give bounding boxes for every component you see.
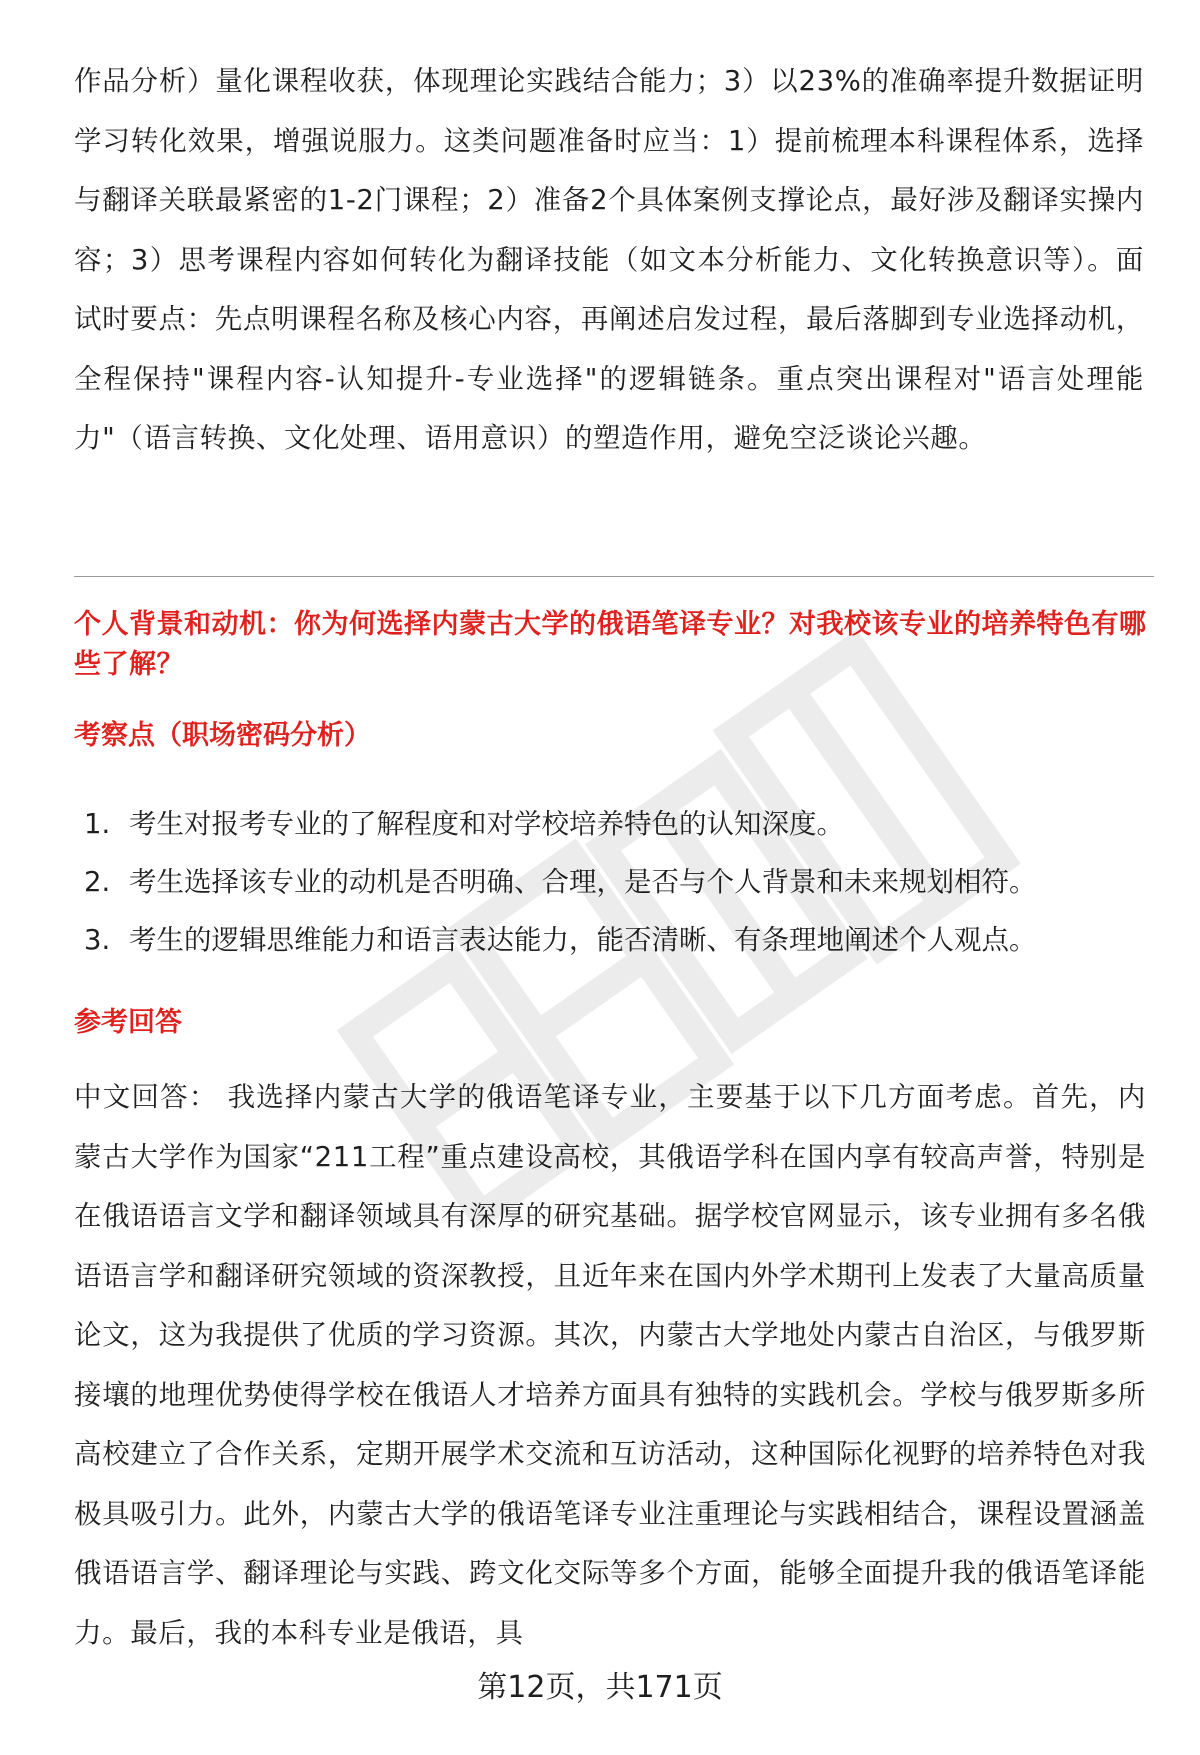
page-number: 第12页，共171页 xyxy=(477,1670,723,1705)
list-text: 考生的逻辑思维能力和语言表达能力，能否清晰、有条理地阐述个人观点。 xyxy=(129,924,1037,956)
answer-heading: 参考回答 xyxy=(74,1007,182,1038)
continued-paragraph: 作品分析）量化课程收获，体现理论实践结合能力；3）以23%的准确率提升数据证明学习转化效果，增强说服力。这类问题准备时应当：1）提前梳理本科课程体系，选择与翻译关联最紧密的1-2门课程；2）准备2个具体案例支撑论点，最好涉及翻译实操内容；3）思考课程内容如何转化为翻译技能（如文本分析能力、文化转换意识等）。面试时要点：先点明课程名称及核心内容，再阐述启发过程，最后落脚到专业选择动机，全程保持"课程内容-认知提升-专业选择"的逻辑链条。重点突出课程对"语言处理能力"（语言转换、文化处理、语用意识）的塑造作用，避免空泛谈论兴趣。 xyxy=(74,65,1144,454)
section-divider xyxy=(74,576,1154,577)
answer-paragraph: 中文回答： 我选择内蒙古大学的俄语笔译专业，主要基于以下几方面考虑。首先，内蒙古大学作为国家“211工程”重点建设高校，其俄语学科在国内享有较高声誉，特别是在俄语语言文学和翻译领域具有深厚的研究基础。据学校官网显示，该专业拥有多名俄语语言学和翻译研究领域的资深教授，且近年来在国内外学术期刊上发表了大量高质量论文，这为我提供了优质的学习资源。其次，内蒙古大学地处内蒙古自治区，与俄罗斯接壤的地理优势使得学校在俄语人才培养方面具有独特的实践机会。学校与俄罗斯多所高校建立了合作关系，定期开展学术交流和互访活动，这种国际化视野的培养特色对我极具吸引力。此外，内蒙古大学的俄语笔译专业注重理论与实践相结合，课程设置涵盖俄语语言学、翻译理论与实践、跨文化交际等多个方面，能够全面提升我的俄语笔译能力。最后，我的本科专业是俄语，具 xyxy=(74,1081,1146,1649)
list-number: 1. xyxy=(84,808,111,840)
points-heading: 考察点（职场密码分析） xyxy=(74,720,371,751)
list-text: 考生对报考专业的了解程度和对学校培养特色的认知深度。 xyxy=(129,808,844,840)
question-title: 个人背景和动机：你为何选择内蒙古大学的俄语笔译专业？对我校该专业的培养特色有哪些了解？ xyxy=(74,609,1147,680)
list-item xyxy=(74,795,1154,853)
points-list xyxy=(74,795,1154,969)
list-number: 2. xyxy=(84,866,111,898)
list-item xyxy=(74,911,1154,969)
list-text: 考生选择该专业的动机是否明确、合理，是否与个人背景和未来规划相符。 xyxy=(129,866,1037,898)
list-number: 3. xyxy=(84,924,111,956)
list-item xyxy=(74,853,1154,911)
